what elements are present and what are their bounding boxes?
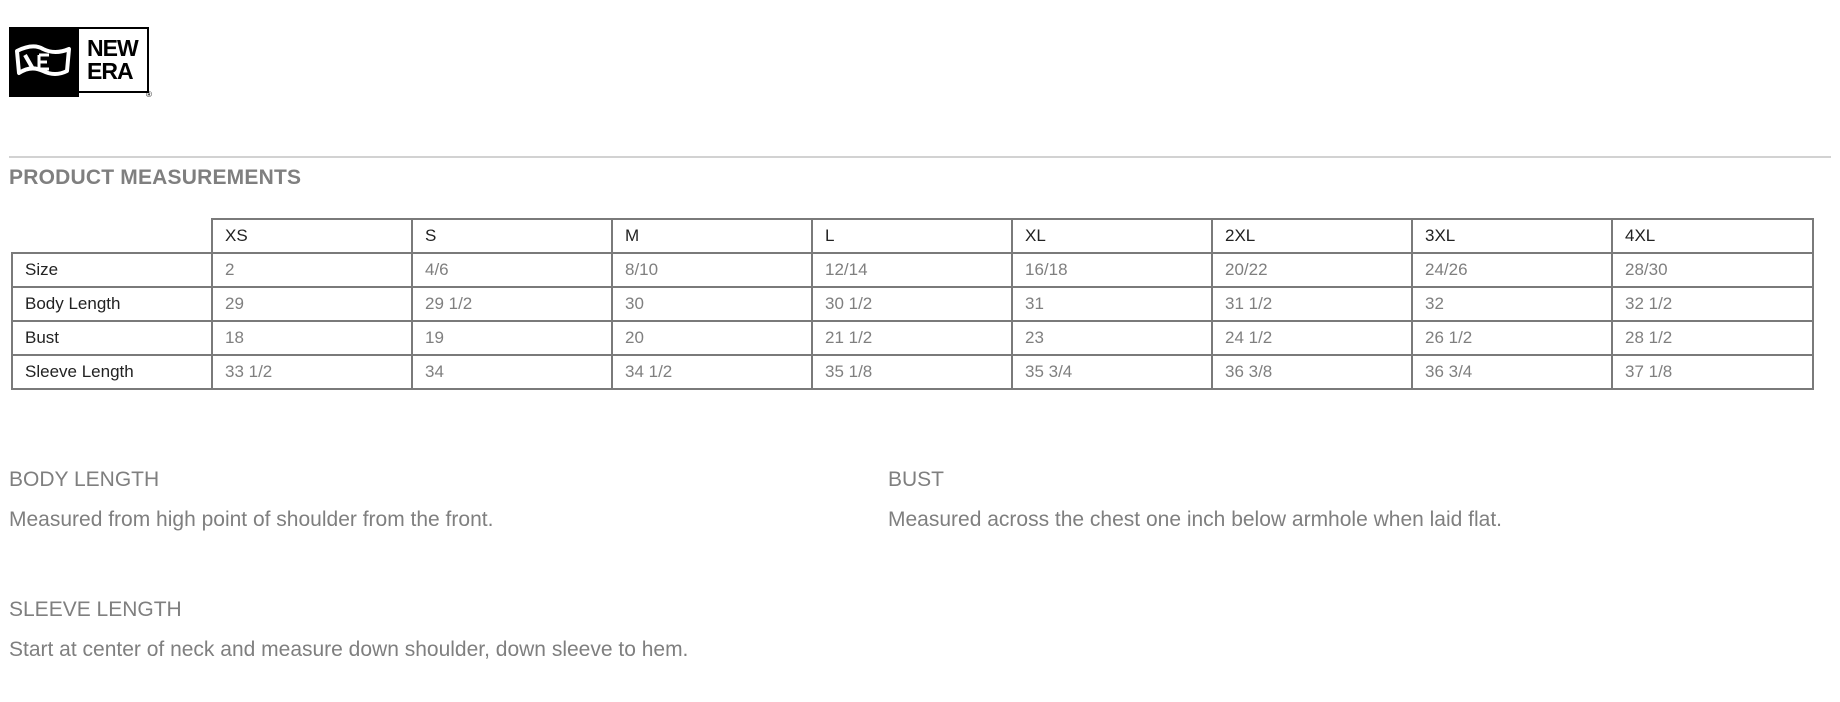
body-length-title: BODY LENGTH xyxy=(9,468,160,491)
table-cell: 21 1/2 xyxy=(812,321,1012,355)
measurements-table xyxy=(11,218,1814,390)
table-cell: 18 xyxy=(212,321,412,355)
table-cell: 4/6 xyxy=(412,253,612,287)
table-cell: 34 1/2 xyxy=(612,355,812,389)
table-cell: 31 xyxy=(1012,287,1212,321)
table-cell: 33 1/2 xyxy=(212,355,412,389)
table-cell: 24/26 xyxy=(1412,253,1612,287)
table-row-body-length xyxy=(12,287,1813,321)
row-label: Size xyxy=(12,253,212,287)
bust-text: Measured across the chest one inch below armhole when laid flat. xyxy=(888,508,1503,531)
table-cell: 24 1/2 xyxy=(1212,321,1412,355)
logo-line-era: ERA xyxy=(87,58,133,84)
column-header: XL xyxy=(1012,219,1212,253)
flag-logo-icon xyxy=(9,27,79,97)
column-header: 3XL xyxy=(1412,219,1612,253)
brand-logo xyxy=(9,27,153,97)
table-corner-cell xyxy=(12,219,212,253)
table-cell: 20/22 xyxy=(1212,253,1412,287)
table-cell: 20 xyxy=(612,321,812,355)
sleeve-length-text: Start at center of neck and measure down shoulder, down sleeve to hem. xyxy=(9,638,689,661)
table-row-size xyxy=(12,253,1813,287)
row-label: Body Length xyxy=(12,287,212,321)
section-title: PRODUCT MEASUREMENTS xyxy=(9,166,302,189)
logo-wordmark xyxy=(79,27,149,93)
table-cell: 29 xyxy=(212,287,412,321)
table-cell: 31 1/2 xyxy=(1212,287,1412,321)
table-cell: 16/18 xyxy=(1012,253,1212,287)
table-cell: 34 xyxy=(412,355,612,389)
table-cell: 36 3/4 xyxy=(1412,355,1612,389)
table-row-sleeve-length xyxy=(12,355,1813,389)
table-cell: 32 1/2 xyxy=(1612,287,1813,321)
column-header: XS xyxy=(212,219,412,253)
table-cell: 23 xyxy=(1012,321,1212,355)
column-header: 4XL xyxy=(1612,219,1813,253)
table-cell: 37 1/8 xyxy=(1612,355,1813,389)
table-cell: 19 xyxy=(412,321,612,355)
column-header: M xyxy=(612,219,812,253)
logo-line-new: NEW xyxy=(87,35,138,61)
body-length-text: Measured from high point of shoulder from the front. xyxy=(9,508,494,531)
section-divider xyxy=(9,156,1831,158)
bust-description xyxy=(888,468,1502,532)
table-cell: 28/30 xyxy=(1612,253,1813,287)
table-cell: 26 1/2 xyxy=(1412,321,1612,355)
table-cell: 36 3/8 xyxy=(1212,355,1412,389)
table-cell: 32 xyxy=(1412,287,1612,321)
table-cell: 35 3/4 xyxy=(1012,355,1212,389)
table-cell: 12/14 xyxy=(812,253,1012,287)
table-cell: 28 1/2 xyxy=(1612,321,1813,355)
bust-title: BUST xyxy=(888,468,945,491)
column-header: S xyxy=(412,219,612,253)
table-row-bust xyxy=(12,321,1813,355)
table-cell: 29 1/2 xyxy=(412,287,612,321)
table-cell: 8/10 xyxy=(612,253,812,287)
table-header-row xyxy=(12,219,1813,253)
sleeve-length-description xyxy=(9,598,688,662)
table-cell: 30 xyxy=(612,287,812,321)
row-label: Bust xyxy=(12,321,212,355)
sleeve-length-title: SLEEVE LENGTH xyxy=(9,598,182,621)
row-label: Sleeve Length xyxy=(12,355,212,389)
column-header: 2XL xyxy=(1212,219,1412,253)
registered-mark: ® xyxy=(146,90,152,99)
body-length-description xyxy=(9,468,493,532)
table-cell: 30 1/2 xyxy=(812,287,1012,321)
column-header: L xyxy=(812,219,1012,253)
table-cell: 2 xyxy=(212,253,412,287)
table-cell: 35 1/8 xyxy=(812,355,1012,389)
